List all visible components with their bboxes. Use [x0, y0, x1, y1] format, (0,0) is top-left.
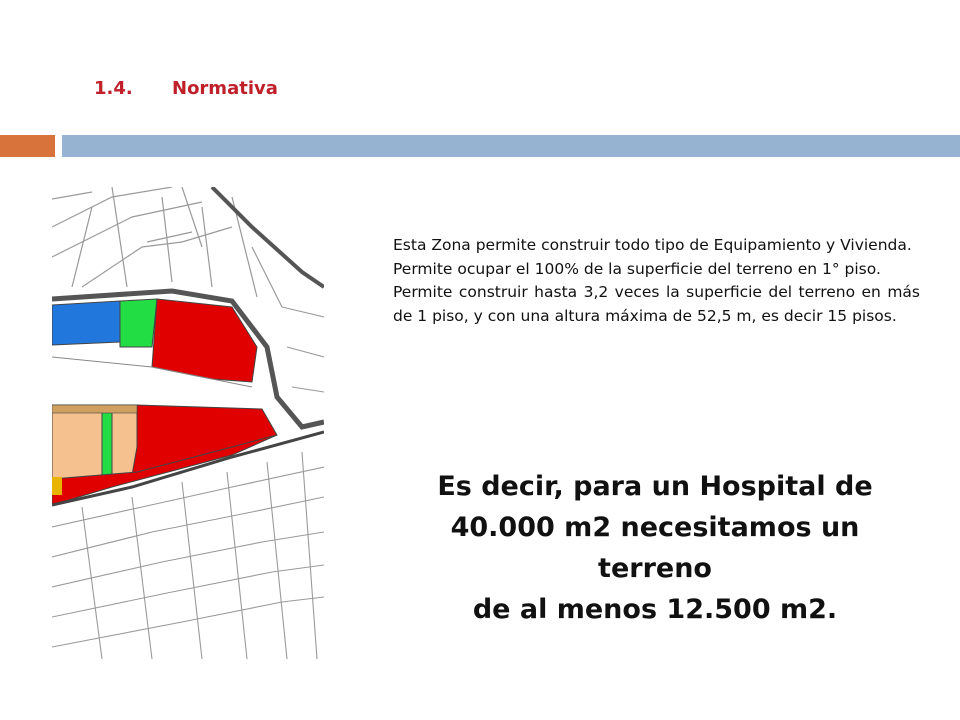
zone-tan-left	[52, 405, 102, 479]
section-heading	[94, 78, 278, 99]
description-paragraph: Permite ocupar el 100% de la superficie del terreno en 1° piso.	[393, 259, 881, 278]
section-number: 1.4.	[94, 78, 133, 99]
zoning-map-svg	[52, 187, 324, 659]
conclusion-line: de al menos 12.500 m2.	[472, 594, 838, 625]
conclusion-line: 40.000 m2 necesitamos un	[450, 512, 860, 543]
conclusion-line: Es decir, para un Hospital de	[437, 471, 873, 502]
section-title: Normativa	[172, 78, 278, 99]
zone-yellow	[52, 477, 62, 495]
zoning-description	[393, 234, 920, 328]
zone-tan-right	[112, 405, 137, 475]
zoning-map	[52, 187, 324, 659]
conclusion-text	[400, 466, 910, 630]
conclusion-line: terreno	[598, 553, 712, 584]
description-paragraph: Esta Zona permite construir todo tipo de Equipamiento y Vivienda.	[393, 236, 912, 254]
zone-blue	[52, 301, 120, 345]
accent-bar-orange	[0, 135, 55, 157]
zone-green	[120, 299, 157, 347]
zone-green-lower	[102, 405, 112, 477]
description-paragraph: Permite construir hasta 3,2 veces la superficie del terreno en más de 1 piso, y con una altura máxima de 52,5 m, es decir 15 pisos.	[393, 283, 920, 325]
accent-bar-blue	[62, 135, 960, 157]
